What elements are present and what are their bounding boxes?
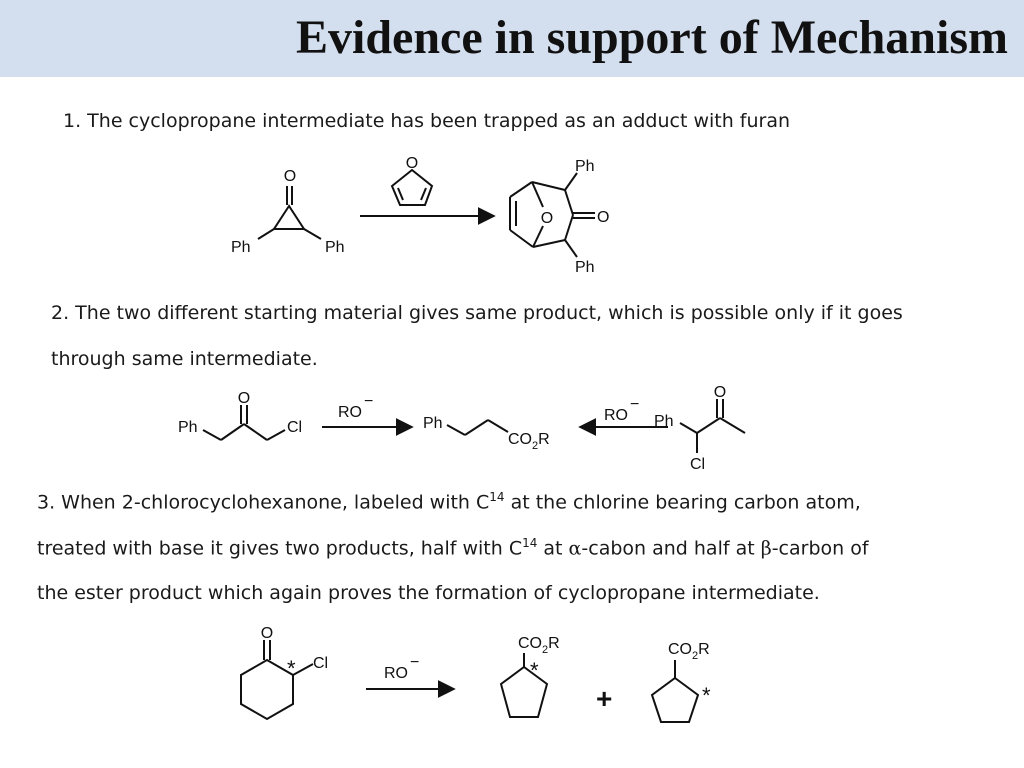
beta-symbol: β <box>760 537 772 560</box>
reagent-3-charge: − <box>410 654 420 671</box>
cyclohexanone-ring <box>241 660 293 719</box>
product-ph-top: Ph <box>575 158 595 175</box>
left-ph: Ph <box>178 419 198 436</box>
point3-line3: the ester product which again proves the formation of cyclopropane intermediate. <box>37 582 820 604</box>
right-cl: Cl <box>690 456 706 473</box>
ketone-cl: Cl <box>313 655 329 672</box>
reagent-3: RO <box>384 665 408 682</box>
point2-line1: 2. The two different starting material gives same product, which is possible only if it goes <box>51 302 903 324</box>
product-keto-o: O <box>597 209 610 226</box>
prod2-star: * <box>702 683 711 708</box>
ketone-o: O <box>260 625 274 642</box>
label-star: * <box>287 656 296 681</box>
reagent-left-charge: − <box>364 393 374 410</box>
reagent-left: RO <box>338 404 362 421</box>
right-ph: Ph <box>654 413 674 430</box>
prod2-ester: $CO_2R$ <box>668 641 710 662</box>
point3-line2: treated with base it gives two products, half with $C^{14}$ at α-cabon and half at β-carbon of <box>37 536 869 560</box>
alpha-symbol: α <box>568 537 582 560</box>
point3-line1: 3. When 2-chlorocyclohexanone, labeled with $C^{14}$ at the chlorine bearing carbon atom, <box>37 490 861 514</box>
reagent-right-charge: − <box>630 396 640 413</box>
plus-sign: + <box>596 683 613 714</box>
prod1-ester: $CO_2R$ <box>518 635 560 656</box>
reactant-ph-right: Ph <box>325 239 345 256</box>
left-o: O <box>237 390 251 407</box>
product-ester: $CO_2R$ <box>508 431 550 452</box>
cyclopentane-ring-1 <box>501 667 547 717</box>
reactant-o: O <box>283 168 297 185</box>
point1-text: 1. The cyclopropane intermediate has been trapped as an adduct with furan <box>63 110 791 132</box>
prod1-star: * <box>530 658 539 683</box>
reactant-ph-left: Ph <box>231 239 251 256</box>
right-o: O <box>713 384 727 401</box>
slide-title: Evidence in support of Mechanism <box>295 11 1008 64</box>
furan-o: O <box>405 155 419 172</box>
left-cl: Cl <box>287 419 303 436</box>
cyclopentane-ring-2 <box>652 678 698 722</box>
product-bridge-o: O <box>540 210 554 227</box>
reagent-right: RO <box>604 407 628 424</box>
product-ph-bottom: Ph <box>575 259 595 276</box>
point2-line2: through same intermediate. <box>51 348 318 370</box>
product-ph: Ph <box>423 415 443 432</box>
